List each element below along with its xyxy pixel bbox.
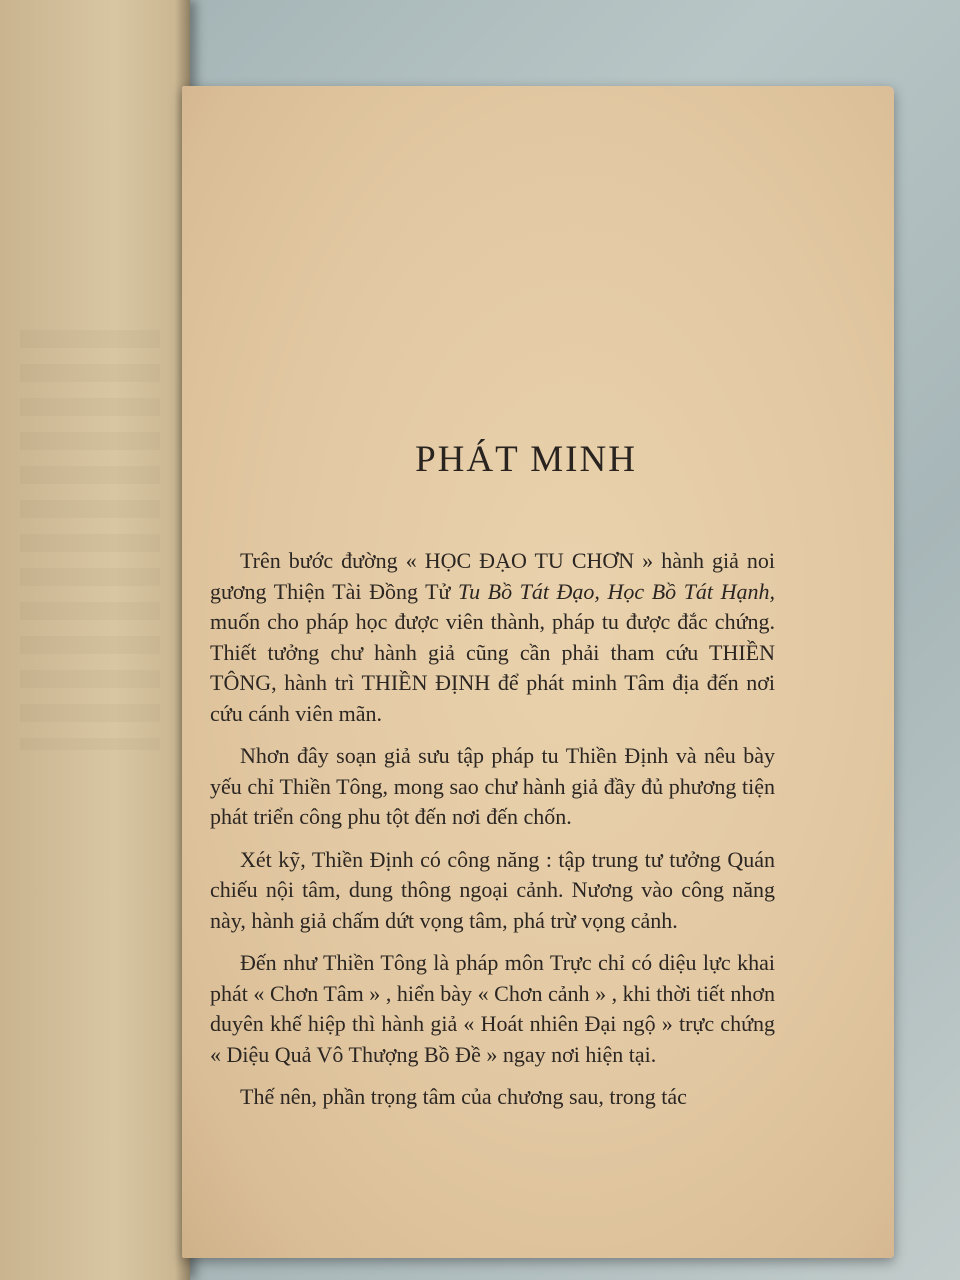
paragraph [210, 741, 775, 833]
text-segment: muốn cho pháp học được viên thành, pháp tu được đắc chứng. Thiết tưởng chư hành giả cũng cần phải tham cứu THIỀN TÔNG, hành trì THIỀN ĐỊNH để phát minh Tâm địa đến nơi cứu cánh viên mãn. [210, 609, 775, 726]
paragraph [210, 948, 775, 1070]
text-segment: Thế nên, phần trọng tâm của chương sau, trong tác [240, 1084, 687, 1109]
book-page [182, 86, 894, 1258]
italic-text: Tu Bồ Tát Đạo, Học Bồ Tát Hạnh, [458, 578, 775, 604]
paragraph [210, 1082, 775, 1113]
text-segment: Trên bước đường « HỌC ĐẠO TU CHƠN » hành giả noi gương Thiện Tài Đồng Tử [210, 548, 775, 604]
text-segment: Nhơn đây soạn giả sưu tập pháp tu Thiền Định và nêu bày yếu chỉ Thiền Tông, mong sao chư hành giả đầy đủ phương tiện phát triển công phu tột đến nơi đến chốn. [210, 743, 775, 829]
text-segment: Đến như Thiền Tông là pháp môn Trực chỉ có diệu lực khai phát « Chơn Tâm » , hiển bày « Chơn cảnh » , khi thời tiết nhơn duyên khế hiệp thì hành giả « Hoát nhiên Đại ngộ » trực chứng « Diệu Quả Vô Thượng Bồ Đề » ngay nơi hiện tại. [210, 950, 775, 1067]
chapter-title: PHÁT MINH [415, 439, 637, 480]
left-facing-page [0, 0, 190, 1280]
body-text [210, 546, 775, 1113]
paragraph [210, 845, 775, 937]
bleed-through-text [20, 330, 160, 750]
paragraph [210, 546, 775, 729]
text-segment: Xét kỹ, Thiền Định có công năng : tập trung tư tưởng Quán chiếu nội tâm, dung thông ngoại cảnh. Nương vào công năng này, hành giả chấm dứt vọng tâm, phá trừ vọng cảnh. [210, 846, 775, 933]
